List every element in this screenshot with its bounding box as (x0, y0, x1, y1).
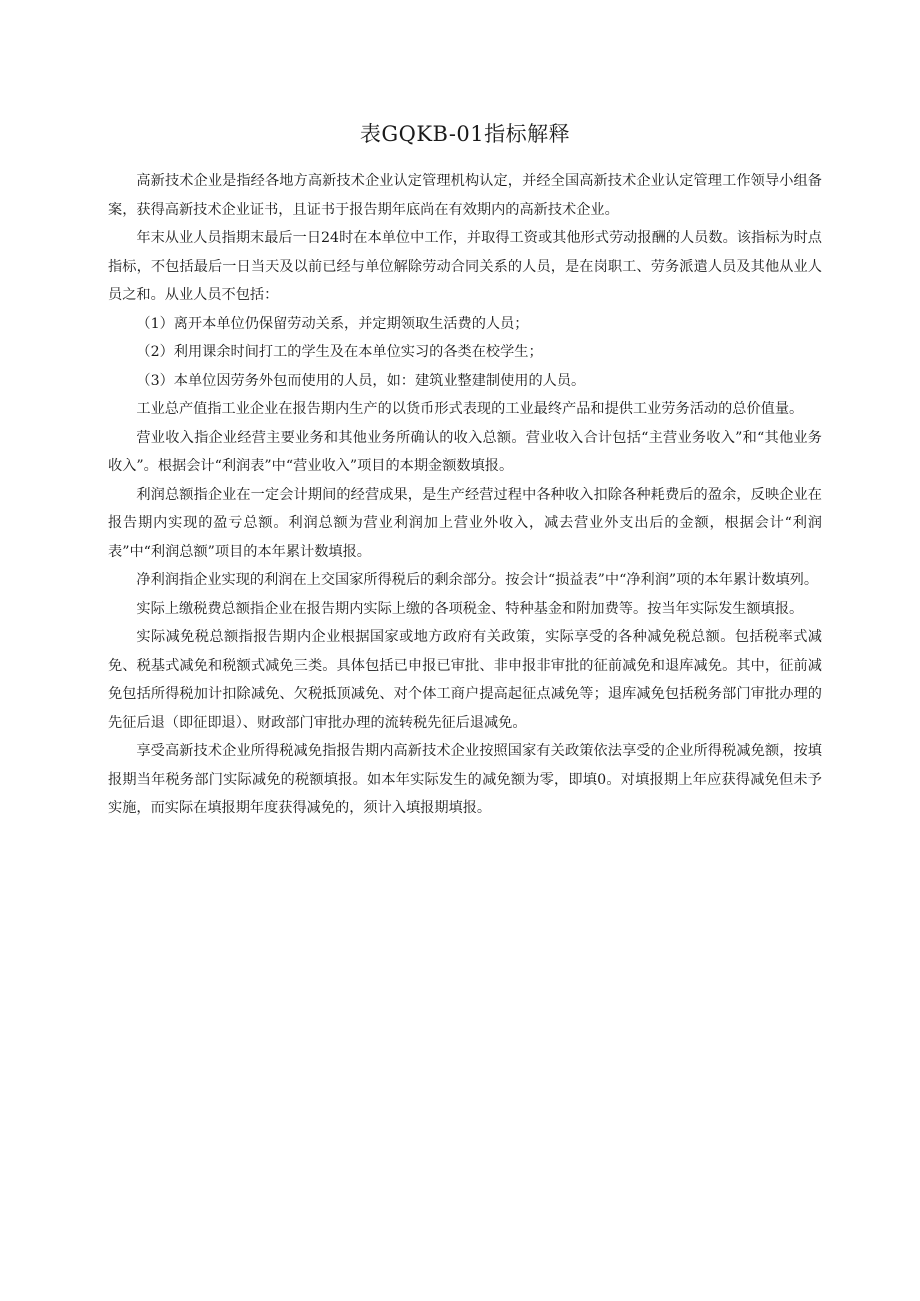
paragraph-exclusion-2: （2）利用课余时间打工的学生及在本单位实习的各类在校学生； (136, 344, 543, 361)
document-page (108, 120, 822, 823)
paragraph-exclusion-3: （3）本单位因劳务外包而使用的人员，如：建筑业整建制使用的人员。 (136, 372, 586, 389)
paragraph-exclusion-1: （1）离开本单位仍保留劳动关系，并定期领取生活费的人员； (136, 315, 529, 332)
paragraph-high-tech-tax-relief: 享受高新技术企业所得税减免指报告期内高新技术企业按照国家有关政策依法享受的企业所得税减免额，按填报期当年税务部门实际减免的税额填报。如本年实际发生的减免额为零，即填0。对填报期上年应获得减免但未予实施，而实际在填报期年度获得减免的，须计入填报期填报。 (108, 743, 822, 817)
paragraph-total-profit: 利润总额指企业在一定会计期间的经营成果，是生产经营过程中各种收入扣除各种耗费后的盈余，反映企业在报告期内实现的盈亏总额。利润总额为营业利润加上营业外收入，减去营业外支出后的金额，根据会计“利润表”中“利润总额”项目的本年累计数填报。 (108, 486, 822, 560)
paragraph-net-profit: 净利润指企业实现的利润在上交国家所得税后的剩余部分。按会计“损益表”中“净利润”项的本年累计数填列。 (136, 572, 819, 589)
paragraph-tax-reduction: 实际减免税总额指报告期内企业根据国家或地方政府有关政策，实际享受的各种减免税总额。包括税率式减免、税基式减免和税额式减免三类。具体包括已申报已审批、非申报非审批的征前减免和退库减免。其中，征前减免包括所得税加计扣除减免、欠税抵顶减免、对个体工商户提高起征点减免等；退库减免包括税务部门审批办理的先征后退（即征即退）、财政部门审批办理的流转税先征后退减免。 (108, 629, 822, 731)
paragraph-year-end-employees: 年末从业人员指期末最后一日24时在本单位中工作，并取得工资或其他形式劳动报酬的人员数。该指标为时点指标，不包括最后一日当天及以前已经与单位解除劳动合同关系的人员，是在岗职工、劳务派遣人员及其他从业人员之和。从业人员不包括： (108, 230, 822, 304)
paragraph-taxes-paid: 实际上缴税费总额指企业在报告期内实际上缴的各项税金、特种基金和附加费等。按当年实际发生额填报。 (136, 600, 804, 617)
page-title: 表GQKB-01指标解释 (359, 122, 571, 146)
paragraph-operating-revenue: 营业收入指企业经营主要业务和其他业务所确认的收入总额。营业收入合计包括“主营业务收入”和“其他业务收入”。根据会计“利润表”中“营业收入”项目的本期金额数填报。 (108, 429, 822, 475)
paragraph-industrial-output: 工业总产值指工业企业在报告期内生产的以货币形式表现的工业最终产品和提供工业劳务活动的总价值量。 (136, 401, 804, 418)
paragraph-high-tech-enterprise: 高新技术企业是指经各地方高新技术企业认定管理机构认定，并经全国高新技术企业认定管理工作领导小组备案，获得高新技术企业证书，且证书于报告期年底尚在有效期内的高新技术企业。 (108, 173, 822, 218)
